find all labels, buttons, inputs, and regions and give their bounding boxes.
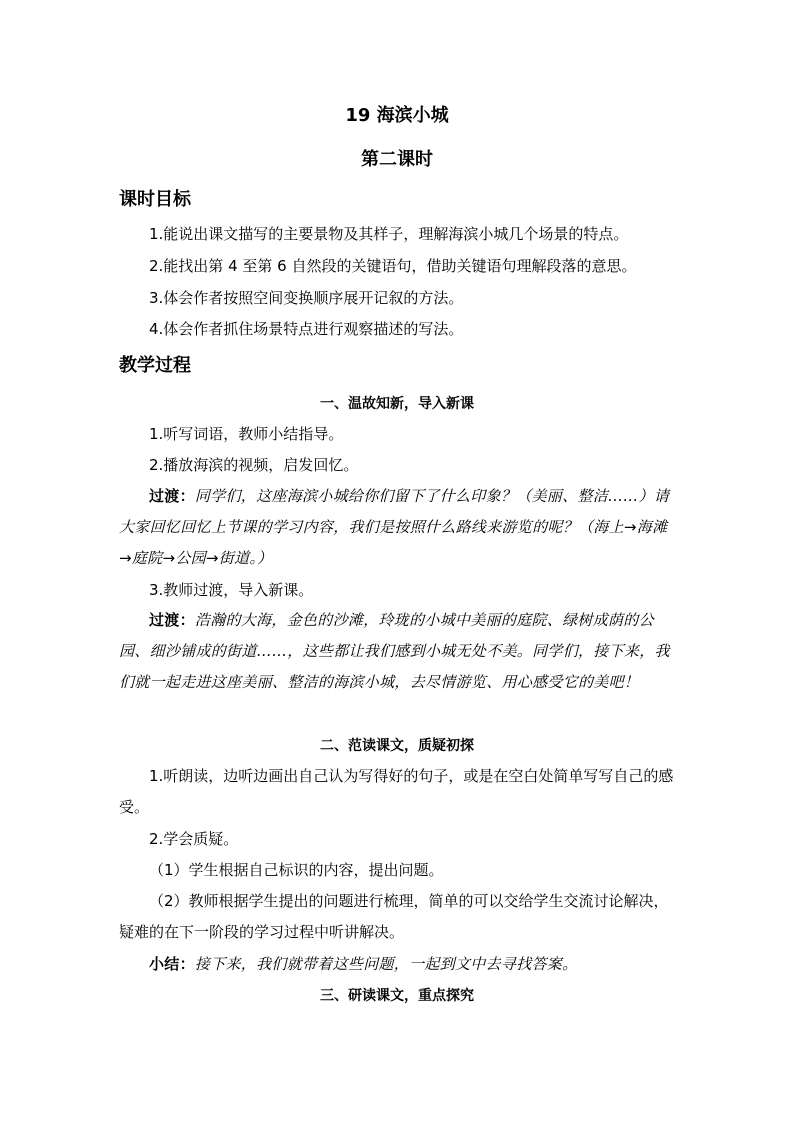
lesson-subtitle: 第二课时 — [361, 149, 433, 170]
part1-step2: 2.播放海滨的视频，启发回忆。 — [149, 456, 359, 474]
objective-item: 2.能找出第 4 至第 6 自然段的关键语句，借助关键语句理解段落的意思。 — [149, 257, 637, 275]
part1-step3: 3.教师过渡，导入新课。 — [149, 581, 314, 599]
objective-item: 4.体会作者抓住场景特点进行观察描述的写法。 — [149, 320, 464, 338]
transition-label: 过渡： — [149, 611, 195, 629]
process-heading: 教学过程 — [119, 355, 191, 376]
part2-sub1: （1）学生根据自己标识的内容，提出问题。 — [149, 861, 444, 879]
part2-step1: 1.听朗读，边听边画出自己认为写得好的句子，或是在空白处简单写写自己的感受。 — [119, 767, 674, 816]
part1-step1: 1.听写词语，教师小结指导。 — [149, 425, 344, 443]
transition-paragraph-2 — [119, 605, 675, 698]
lesson-title: 19 海滨小城 — [345, 105, 449, 126]
summary-text: 接下来，我们就带着这些问题，一起到文中去寻找答案。 — [194, 955, 578, 973]
objective-item: 1.能说出课文描写的主要景物及其样子，理解海滨小城几个场景的特点。 — [149, 225, 629, 243]
objective-item: 3.体会作者按照空间变换顺序展开记叙的方法。 — [149, 289, 464, 307]
part3-heading: 三、研读课文，重点探究 — [320, 988, 474, 1004]
part1-heading: 一、温故知新，导入新课 — [320, 396, 474, 412]
transition-label: 过渡： — [149, 487, 195, 505]
summary-label: 小结： — [149, 955, 195, 973]
objectives-heading: 课时目标 — [119, 189, 191, 210]
part2-sub2: （2）教师根据学生提出的问题进行梳理，简单的可以交给学生交流讨论解决，疑难的在下一阶段的学习过程中听讲解决。 — [119, 892, 669, 941]
part2-heading: 二、范读课文，质疑初探 — [320, 738, 474, 754]
summary-paragraph — [119, 949, 675, 980]
transition-text: 浩瀚的大海，金色的沙滩，玲珑的小城中美丽的庭院、绿树成荫的公园、细沙铺成的街道……，这些都让我们感到小城无处不美。同学们，接下来，我们就一起走进这座美丽、整洁的海滨小城，去尽情游览、用心感受它的美吧！ — [119, 611, 670, 691]
transition-text: 同学们，这座海滨小城给你们留下了什么印象？（美丽、整洁……）请大家回忆回忆上节课的学习内容，我们是按照什么路线来游览的呢？（海上→海滩→庭院→公园→街道。） — [119, 487, 670, 567]
transition-paragraph-1 — [119, 481, 675, 574]
part2-step2: 2.学会质疑。 — [149, 830, 239, 848]
